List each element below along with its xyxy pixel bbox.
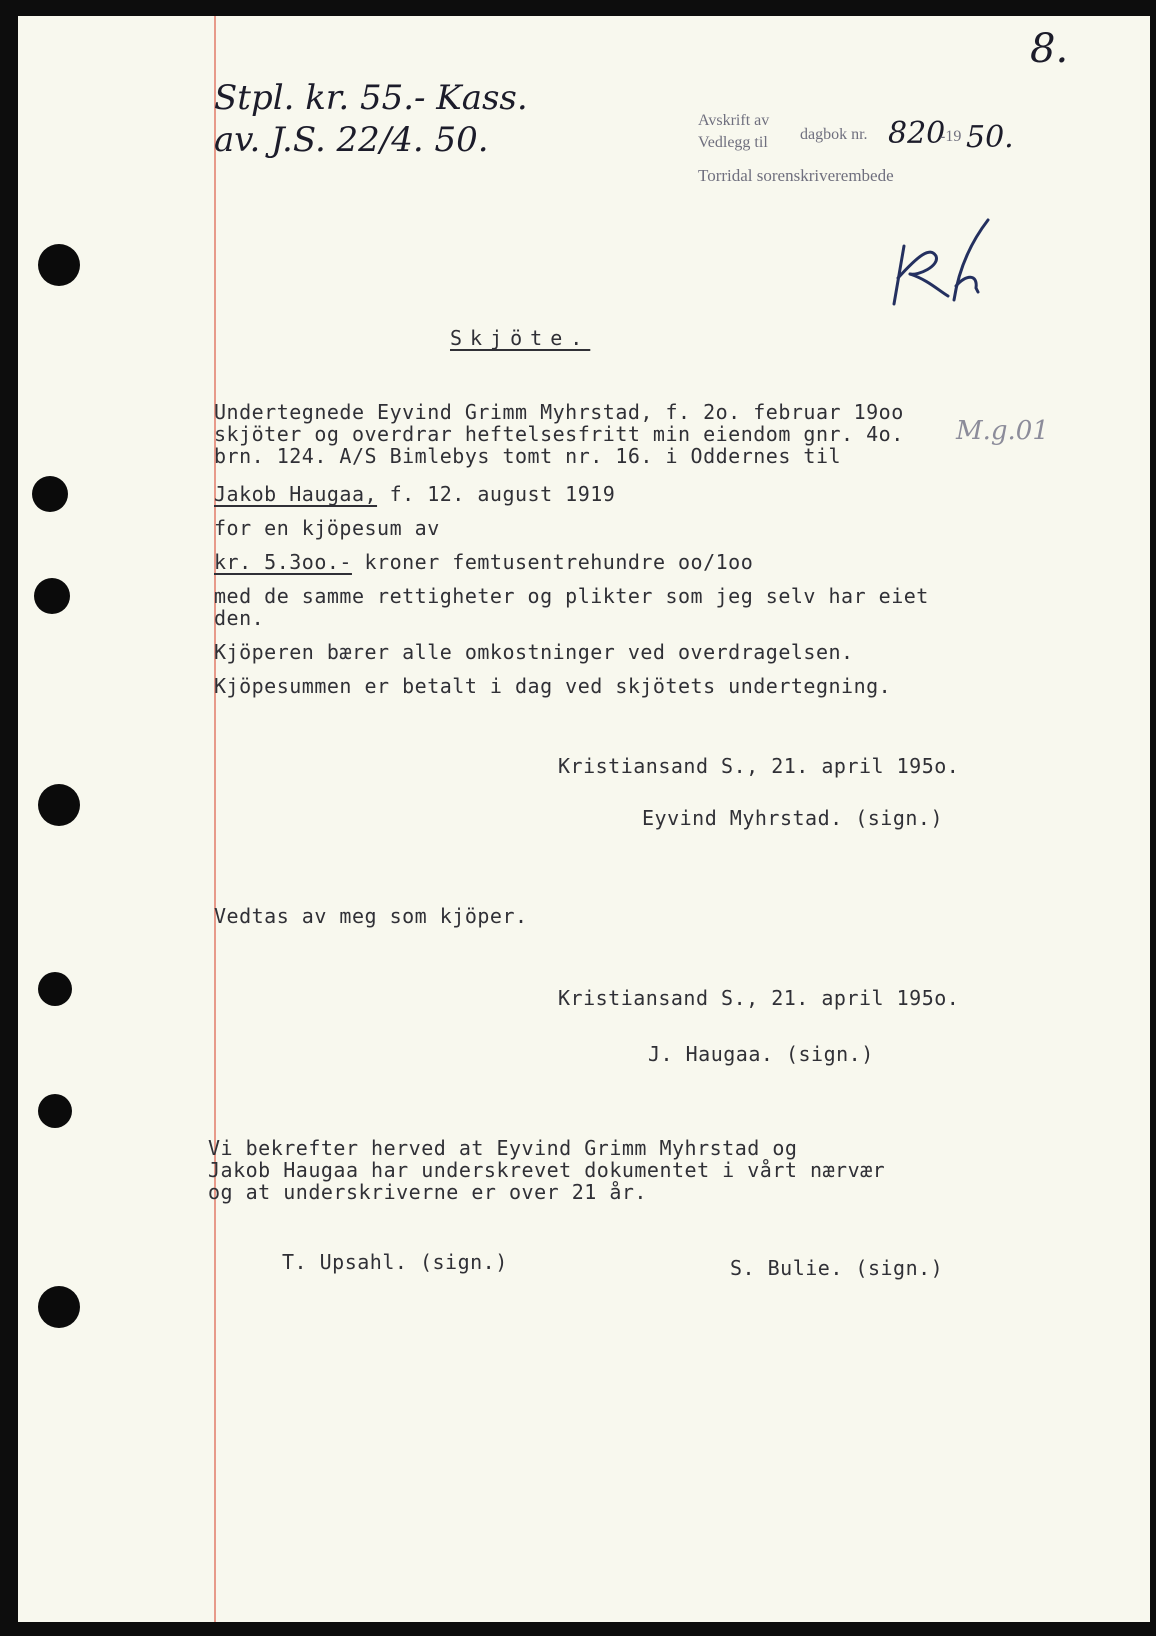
price-words: kroner femtusentrehundre oo/1oo [351, 550, 754, 574]
intro-line-2: skjöter og overdrar heftelsesfritt min eiendom gnr. 4o. [214, 422, 904, 446]
paid-line: Kjöpesummen er betalt i dag ved skjötets undertegning. [214, 674, 892, 698]
witness-2-signature: S. Bulie. (sign.) [730, 1256, 944, 1280]
initials-signature [888, 216, 1008, 321]
document-page [18, 16, 1150, 1622]
witness-line-1: Vi bekrefter herved at Eyvind Grimm Myhrstad og [208, 1136, 798, 1160]
punch-hole [34, 578, 70, 614]
intro-line-3: brn. 124. A/S Bimlebys tomt nr. 16. i Oddernes til [214, 444, 842, 468]
buyer-line [214, 482, 615, 506]
punch-hole [38, 1286, 80, 1328]
margin-note: M.g.01 [956, 416, 1049, 446]
price-intro: for en kjöpesum av [214, 516, 440, 540]
accept-line: Vedtas av meg som kjöper. [214, 904, 528, 928]
stamp-year-prefix: -19 [940, 128, 962, 145]
seller-signature: Eyvind Myhrstad. (sign.) [642, 806, 943, 830]
punch-hole [38, 972, 72, 1006]
place-date-2: Kristiansand S., 21. april 195o. [558, 986, 960, 1010]
stamp-entry-number: 820 [888, 116, 946, 151]
stamp-copy-label: Avskrift av [698, 112, 770, 129]
punch-hole [32, 476, 68, 512]
price-line [214, 550, 753, 574]
witness-line-3: og at underskriverne er over 21 år. [208, 1180, 647, 1204]
buyer-born: f. 12. august 1919 [377, 482, 616, 506]
initials-signature-mark [888, 216, 1008, 316]
stamp-journal-label: dagbok nr. [800, 126, 868, 143]
buyer-signature: J. Haugaa. (sign.) [648, 1042, 874, 1066]
witness-1-signature: T. Upsahl. (sign.) [282, 1250, 508, 1274]
document-title: Skjöte. [450, 326, 591, 350]
punch-hole [38, 1094, 72, 1128]
buyer-name: Jakob Haugaa, [214, 482, 378, 506]
punch-hole [38, 784, 80, 826]
page-number: 8. [1030, 26, 1069, 72]
rights-line-2: den. [214, 606, 265, 630]
intro-line-1: Undertegnede Eyvind Grimm Myhrstad, f. 2o. februar 19oo [214, 400, 904, 424]
rights-line-1: med de samme rettigheter og plikter som jeg selv har eiet [214, 584, 929, 608]
costs-line: Kjöperen bærer alle omkostninger ved overdragelsen. [214, 640, 854, 664]
witness-line-2: Jakob Haugaa har underskrevet dokumentet i vårt nærvær [208, 1158, 886, 1182]
fee-note-line-1: Stpl. kr. 55.- Kass. [214, 78, 528, 118]
place-date-1: Kristiansand S., 21. april 195o. [558, 754, 960, 778]
punch-hole [38, 244, 80, 286]
fee-note-line-2: av. J.S. 22/4. 50. [214, 120, 489, 160]
margin-line [214, 16, 216, 1622]
stamp-office: Torridal sorenskriverembede [698, 166, 894, 185]
stamp-year-suffix: 50. [966, 120, 1014, 155]
price-amount: kr. 5.3oo.- [214, 550, 352, 574]
stamp-attachment-label: Vedlegg til [698, 134, 768, 151]
